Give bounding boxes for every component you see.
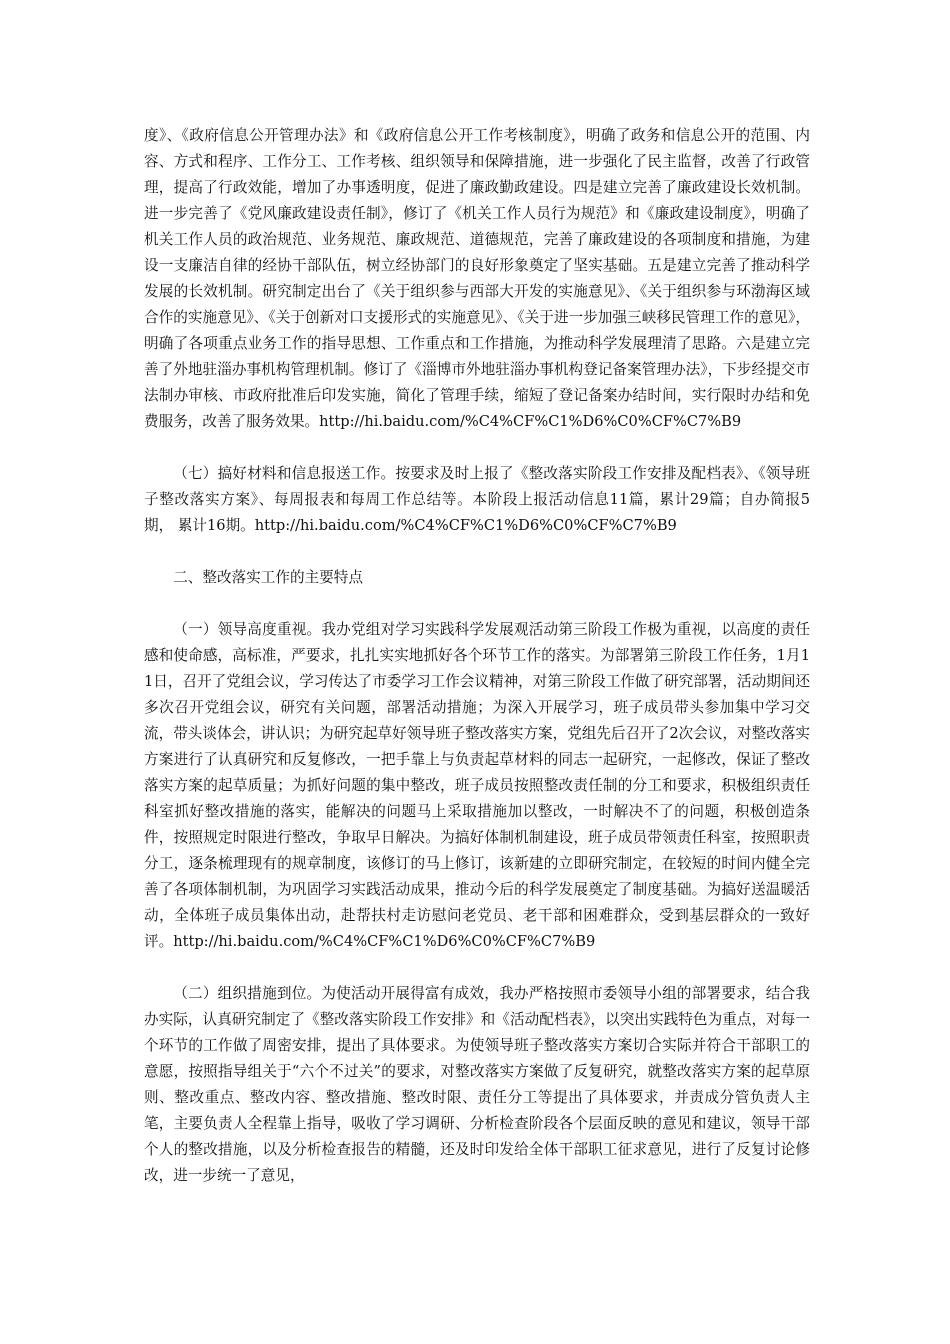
paragraph-organization: （二）组织措施到位。为使活动开展得富有成效，我办严格按照市委领导小组的部署要求，结合我办实际，认真研究制定了《整改落实阶段工作安排》和《活动配档表》，以突出实践特色为重点，对每一个环节的工作做了周密安排，提出了具体要求。为使领导班子整改落实方案切合实际并符合干部职工的意愿，按照指导组关于“六个不过关”的要求，对整改落实方案做了反复研究，就整改落实方案的起草原则、整改重点、整改内容、整改措施、整改时限、责任分工等提出了具体要求，并责成分管负责人主笔，主要负责人全程靠上指导，吸收了学习调研、分析检查阶段各个层面反映的意见和建议，领导干部个人的整改措施，以及分析检查报告的精髓，还及时印发给全体干部职工征求意见，进行了反复讨论修改，进一步统一了意见，: [144, 985, 810, 1184]
document-page: [144, 123, 810, 1189]
paragraph-continuation: 度》、《政府信息公开管理办法》和《政府信息公开工作考核制度》，明确了政务和信息公开的范围、内容、方式和程序、工作分工、工作考核、组织领导和保障措施，进一步强化了民主监督，改善了行政管理，提高了行政效能，增加了办事透明度，促进了廉政勤政建设。四是建立完善了廉政建设长效机制。进一步完善了《党风廉政建设责任制》，修订了《机关工作人员行为规范》和《廉政建设制度》，明确了机关工作人员的政治规范、业务规范、廉政规范、道德规范，完善了廉政建设的各项制度和措施，为建设一支廉洁自律的经协干部队伍，树立经协部门的良好形象奠定了坚实基础。五是建立完善了推动科学发展的长效机制。研究制定出台了《关于组织参与西部大开发的实施意见》、《关于组织参与环渤海区域合作的实施意见》、《关于创新对口支援形式的实施意见》、《关于进一步加强三峡移民管理工作的意见》，明确了各项重点业务工作的指导思想、工作重点和工作措施，为推动科学发展理清了思路。六是建立完善了外地驻淄办事机构管理机制。修订了《淄博市外地驻淄办事机构登记备案管理办法》，下步经提交市法制办审核、市政府批准后印发实施，简化了管理手续，缩短了登记备案办结时间，实行限时办结和免费服务，改善了服务效果。http://hi.baidu.com/%C4%CF%C1%D6%C0%CF%C7%B9: [144, 127, 810, 430]
section-heading: 二、整改落实工作的主要特点: [173, 569, 363, 586]
paragraph-leadership: （一）领导高度重视。我办党组对学习实践科学发展观活动第三阶段工作极为重视，以高度的责任感和使命感，高标准，严要求，扎扎实实地抓好各个环节工作的落实。为部署第三阶段工作任务，1月11日，召开了党组会议，学习传达了市委学习工作会议精神，对第三阶段工作做了研究部署，活动期间还多次召开党组会议，研究有关问题，部署活动措施；为深入开展学习，班子成员带头参加集中学习交流，带头谈体会，讲认识；为研究起草好领导班子整改落实方案，党组先后召开了2次会议，对整改落实方案进行了认真研究和反复修改，一把手靠上与负责起草材料的同志一起研究，一起修改，保证了整改落实方案的起草质量；为抓好问题的集中整改，班子成员按照整改责任制的分工和要求，积极组织责任科室抓好整改措施的落实，能解决的问题马上采取措施加以整改，一时解决不了的问题，积极创造条件，按照规定时限进行整改，争取早日解决。为搞好体制机制建设，班子成员带领责任科室，按照职责分工，逐条梳理现有的规章制度，该修订的马上修订，该新建的立即研究制定，在较短的时间内健全完善了各项体制机制，为巩固学习实践活动成果，推动今后的科学发展奠定了制度基础。为搞好送温暖活动，全体班子成员集体出动，赴帮扶村走访慰问老党员、老干部和困难群众，受到基层群众的一致好评。http://hi.baidu.com/%C4%CF%C1%D6%C0%CF%C7%B9: [144, 621, 811, 950]
paragraph-section-seven: （七）搞好材料和信息报送工作。按要求及时上报了《整改落实阶段工作安排及配档表》、《领导班子整改落实方案》、每周报表和每周工作总结等。本阶段上报活动信息11篇，累计29篇；自办简报5期， 累计16期。http://hi.baidu.com/%C4%CF%C1%D6%C0%CF%C7%B9: [144, 465, 810, 534]
